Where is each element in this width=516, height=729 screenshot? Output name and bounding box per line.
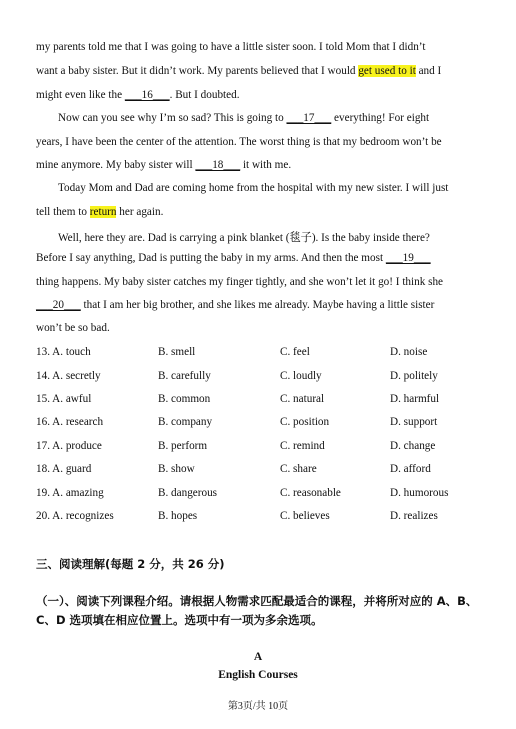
option-d: D. harmful xyxy=(390,393,440,405)
option-a: 16. A. research xyxy=(36,416,104,428)
passage-text: my parents told me that I was going to have a little sister soon. I told Mom that I didn’t xyxy=(36,41,426,53)
question-row xyxy=(36,510,506,526)
option-c: C. share xyxy=(280,463,317,475)
passage-line xyxy=(36,299,434,311)
option-c: C. loudly xyxy=(280,370,322,382)
option-d: D. humorous xyxy=(390,487,449,499)
option-b: B. company xyxy=(158,416,213,428)
option-d: D. support xyxy=(390,416,438,428)
option-a: 18. A. guard xyxy=(36,463,92,475)
passage-text: tell them to xyxy=(36,206,90,218)
option-a: 13. A. touch xyxy=(36,346,91,358)
passage-text: . But I doubted. xyxy=(169,89,240,101)
passage-line xyxy=(58,182,448,194)
passage-text: Before I say anything, Dad is putting the baby in my arms. And then the most xyxy=(36,252,386,264)
heading-letter: A xyxy=(253,651,263,663)
option-b: B. common xyxy=(158,393,211,405)
option-d: D. politely xyxy=(390,370,438,382)
option-c: C. reasonable xyxy=(280,487,341,499)
option-b: B. perform xyxy=(158,440,208,452)
heading-title: English Courses xyxy=(218,669,298,681)
question-row xyxy=(36,440,506,456)
question-row xyxy=(36,487,506,503)
answer-blank: ___17___ xyxy=(286,112,332,124)
passage-line xyxy=(36,322,110,334)
passage-line xyxy=(36,65,441,77)
option-c: C. feel xyxy=(280,346,310,358)
question-row xyxy=(36,463,506,479)
passage-line xyxy=(36,41,425,53)
passage-line xyxy=(36,136,442,148)
passage-text: and I xyxy=(415,65,442,77)
option-b: B. dangerous xyxy=(158,487,218,499)
question-row xyxy=(36,370,506,386)
passage-line xyxy=(36,206,163,218)
passage-line xyxy=(58,112,429,124)
option-c: C. believes xyxy=(280,510,330,522)
page-footer: 第3页/共 10页 xyxy=(227,701,289,712)
question-row xyxy=(36,346,506,362)
passage-text: might even like the xyxy=(36,89,125,101)
passage-text: that I am her big brother, and she likes me already. Maybe having a little sister xyxy=(80,299,435,311)
passage-text: Now can you see why I’m so sad? This is going to xyxy=(58,112,287,124)
passage-text: won’t be so bad. xyxy=(36,322,110,334)
option-d: D. change xyxy=(390,440,436,452)
passage-text: mine anymore. My baby sister will xyxy=(36,159,196,171)
passage-line xyxy=(58,229,430,245)
passage-line xyxy=(36,89,240,101)
passage-line xyxy=(36,276,443,288)
passage-line xyxy=(36,159,291,171)
instruction-line-1: （一）、阅读下列课程介绍。请根据人物需求匹配最适合的课程，并将所对应的 A、B、 xyxy=(36,594,478,608)
option-c: C. position xyxy=(280,416,330,428)
option-b: B. show xyxy=(158,463,195,475)
answer-blank: ___16___ xyxy=(124,89,170,101)
option-b: B. hopes xyxy=(158,510,198,522)
passage-text: it with me. xyxy=(240,159,292,171)
option-b: B. smell xyxy=(158,346,196,358)
passage-text: everything! For eight xyxy=(331,112,430,124)
passage-text: years, I have been the center of the attention. The worst thing is that my bedroom won’t be xyxy=(36,136,442,148)
option-d: D. afford xyxy=(390,463,431,475)
answer-blank: ___20___ xyxy=(36,299,81,311)
option-c: C. natural xyxy=(280,393,325,405)
option-a: 15. A. awful xyxy=(36,393,92,405)
option-a: 20. A. recognizes xyxy=(36,510,114,522)
passage-text: her again. xyxy=(116,206,164,218)
option-d: D. noise xyxy=(390,346,428,358)
option-c: C. remind xyxy=(280,440,325,452)
option-a: 17. A. produce xyxy=(36,440,102,452)
answer-blank: ___19___ xyxy=(385,252,431,264)
passage-line xyxy=(36,252,431,264)
highlighted-phrase: return xyxy=(89,206,117,218)
passage-text: thing happens. My baby sister catches my finger tightly, and she won’t let it go! I think she xyxy=(36,276,444,288)
option-a: 19. A. amazing xyxy=(36,487,104,499)
section-title: 三、阅读理解(每题 2 分，共 26 分) xyxy=(36,557,225,571)
question-row xyxy=(36,393,506,409)
instruction-line-2: C、D 选项填在相应位置上。选项中有一项为多余选项。 xyxy=(36,613,323,627)
passage-text: Today Mom and Dad are coming home from the hospital with my new sister. I will just xyxy=(58,182,449,194)
highlighted-phrase: get used to it xyxy=(358,65,416,77)
passage-text: Well, here they are. Dad is carrying a pink blanket (毯子). Is the baby inside there? xyxy=(58,232,430,244)
option-d: D. realizes xyxy=(390,510,438,522)
answer-blank: ___18___ xyxy=(195,159,241,171)
passage-text: want a baby sister. But it didn’t work. My parents believed that I would xyxy=(36,65,359,77)
question-row xyxy=(36,416,506,432)
option-a: 14. A. secretly xyxy=(36,370,101,382)
option-b: B. carefully xyxy=(158,370,211,382)
